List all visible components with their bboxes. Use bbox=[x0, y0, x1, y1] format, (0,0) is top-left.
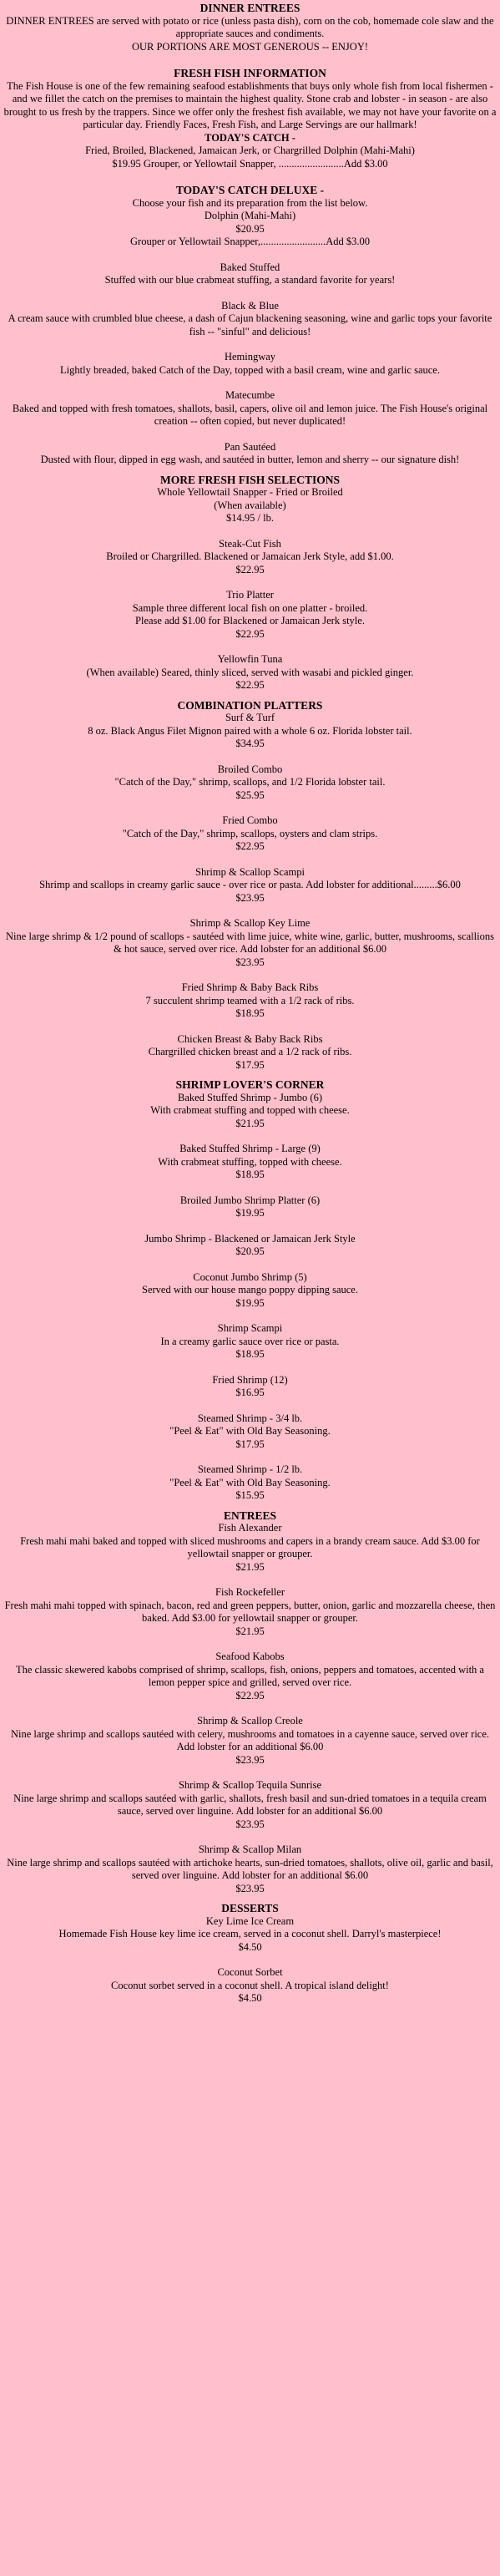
menu-item bbox=[3, 1586, 497, 1638]
item-name: Shrimp & Scallop Key Lime bbox=[189, 917, 311, 929]
menu-item bbox=[3, 1194, 497, 1220]
menu-items bbox=[3, 197, 497, 467]
item-line: Fresh mahi mahi baked and topped with sliced mushrooms and capers in a brandy cream sauce. Add $3.00 for yellowtail snapper or grouper. bbox=[20, 1534, 480, 1559]
section-title: ENTREES bbox=[223, 1509, 277, 1522]
item-name: Steamed Shrimp - 3/4 lb. bbox=[197, 1412, 303, 1424]
item-line: "Catch of the Day," shrimp, scallops, and 1/2 Florida lobster tail. bbox=[114, 776, 386, 788]
intro-line: DINNER ENTREES are served with potato or rice (unless pasta dish), corn on the cob, homemade cole slaw and the appropriate sauces and condiments. bbox=[6, 14, 494, 39]
item-line: Chargrilled chicken breast and a 1/2 rack of ribs. bbox=[148, 1046, 352, 1057]
item-name: Fried Shrimp (12) bbox=[212, 1373, 288, 1386]
item-line: $4.50 bbox=[238, 1940, 262, 1953]
item-line: Fresh mahi mahi topped with spinach, bacon, red and green peppers, butter, onion, garlic and mozzarella cheese, then baked. Add $3.00 for yellowtail snapper or grouper. bbox=[4, 1599, 496, 1624]
item-line: $18.95 bbox=[235, 1348, 265, 1360]
item-line: Dolphin (Mahi-Mahi) bbox=[204, 210, 296, 221]
item-name: Steak-Cut Fish bbox=[219, 537, 281, 550]
section-today-s-catch-deluxe bbox=[3, 184, 497, 467]
item-line: $20.95 bbox=[235, 222, 265, 235]
sub-title: TODAY'S CATCH - bbox=[205, 131, 295, 144]
item-line: $23.95 bbox=[235, 1882, 265, 1894]
section-title: MORE FRESH FISH SELECTIONS bbox=[160, 473, 340, 486]
menu-item bbox=[3, 981, 497, 1021]
item-line: 7 succulent shrimp teamed with a 1/2 rack of ribs. bbox=[145, 994, 355, 1007]
section-title: DESSERTS bbox=[221, 1902, 279, 1914]
item-line: $21.95 bbox=[235, 1560, 265, 1573]
item-name: Black & Blue bbox=[221, 299, 279, 312]
menu-item bbox=[3, 1522, 497, 1574]
menu-item bbox=[3, 1463, 497, 1503]
menu-item bbox=[3, 1715, 497, 1767]
menu-item bbox=[3, 300, 497, 339]
section-shrimp-lover-s-corner bbox=[3, 1078, 497, 1503]
menu-item bbox=[3, 1322, 497, 1362]
item-name: Baked Stuffed Shrimp - Large (9) bbox=[179, 1143, 321, 1154]
section-title: SHRIMP LOVER'S CORNER bbox=[175, 1078, 325, 1091]
section-combination-platters bbox=[3, 699, 497, 1072]
item-line: With crabmeat stuffing and topped with cheese. bbox=[150, 1104, 350, 1116]
menu-items bbox=[3, 712, 497, 1072]
item-line: The classic skewered kabobs comprised of shrimp, scallops, fish, onions, peppers and tomatoes, accented with a lemon pepper spice and grilled, served over rice. bbox=[16, 1663, 484, 1688]
menu-item bbox=[3, 197, 497, 249]
item-line: $19.95 bbox=[235, 1207, 265, 1219]
item-line: $25.95 bbox=[235, 789, 265, 801]
item-name: Fish Alexander bbox=[218, 1522, 282, 1534]
section-title: FRESH FISH INFORMATION bbox=[174, 67, 326, 79]
item-line: $21.95 bbox=[235, 1117, 265, 1129]
menu-item bbox=[3, 1966, 497, 2006]
section-fresh-fish-information bbox=[3, 67, 497, 170]
item-line: $20.95 bbox=[235, 1245, 265, 1257]
menu-item bbox=[3, 589, 497, 641]
menu-item bbox=[3, 814, 497, 854]
section-desserts bbox=[3, 1902, 497, 2006]
item-name: Steamed Shrimp - 1/2 lb. bbox=[197, 1463, 303, 1475]
item-line: "Catch of the Day," shrimp, scallops, oysters and clam strips. bbox=[122, 827, 378, 839]
item-name: Fish Rockefeller bbox=[215, 1586, 285, 1598]
item-name: Baked Stuffed bbox=[220, 261, 280, 273]
menu-item bbox=[3, 1271, 497, 1311]
menu-item bbox=[3, 1143, 497, 1182]
section-dinner-entrees bbox=[3, 2, 497, 53]
item-name: Trio Platter bbox=[226, 589, 274, 601]
item-line: $23.95 bbox=[235, 956, 265, 968]
item-line: $17.95 bbox=[235, 1058, 265, 1071]
menu-item bbox=[3, 1651, 497, 1702]
item-name: Shrimp & Scallop Tequila Sunrise bbox=[178, 1779, 322, 1791]
item-line: $18.95 bbox=[235, 1169, 265, 1180]
item-line: $15.95 bbox=[235, 1489, 265, 1501]
item-name: Shrimp Scampi bbox=[217, 1322, 283, 1334]
menu-item bbox=[3, 486, 497, 525]
item-line: $23.95 bbox=[235, 891, 265, 904]
menu-items bbox=[3, 486, 497, 692]
section-intro bbox=[3, 80, 497, 132]
item-line: $22.95 bbox=[235, 627, 265, 640]
item-line: Coconut sorbet served in a coconut shell. A tropical island delight! bbox=[111, 1979, 389, 1991]
item-name: Shrimp & Scallop Milan bbox=[198, 1843, 302, 1855]
item-line: $14.95 / lb. bbox=[226, 512, 274, 524]
item-name: Yellowfin Tuna bbox=[217, 653, 283, 665]
item-line: $23.95 bbox=[235, 1818, 265, 1830]
menu-items bbox=[3, 1522, 497, 1895]
item-name: Matecumbe bbox=[225, 389, 275, 401]
item-name: Shrimp & Scallop Creole bbox=[197, 1715, 303, 1727]
menu-item bbox=[3, 1843, 497, 1895]
item-line: Baked and topped with fresh tomatoes, shallots, basil, capers, olive oil and lemon juice. The Fish House's original creation -- often copied, but never duplicated! bbox=[12, 402, 488, 427]
menu-items bbox=[3, 1092, 497, 1503]
item-line: Lightly breaded, baked Catch of the Day, topped with a basil cream, wine and garlic sauce. bbox=[60, 363, 440, 376]
item-line: Stuffed with our blue crabmeat stuffing, a standard favorite for years! bbox=[104, 274, 396, 286]
section-entrees bbox=[3, 1509, 497, 1896]
section-intro bbox=[3, 15, 497, 54]
item-line: $4.50 bbox=[238, 1992, 262, 2004]
item-line: Nine large shrimp & 1/2 pound of scallops - sautéed with lime juice, white wine, garlic, butter, mushrooms, scallions & hot sauce, served over rice. Add lobster for an additional $6.00 bbox=[6, 930, 494, 955]
section-title: TODAY'S CATCH DELUXE - bbox=[175, 184, 325, 196]
menu-item bbox=[3, 1033, 497, 1072]
item-line: $34.95 bbox=[235, 738, 265, 749]
menu-item bbox=[3, 653, 497, 692]
item-line: (When available) bbox=[214, 499, 286, 511]
menu-item bbox=[3, 1412, 497, 1452]
item-name: Surf & Turf bbox=[225, 712, 275, 723]
item-name: Hemingway bbox=[224, 351, 276, 363]
item-line: Nine large shrimp and scallops sautéed with celery, mushrooms and tomatoes in a cayenne sauce, served over rice. Add lobster for an additional $6.00 bbox=[10, 1727, 490, 1752]
item-name: Broiled Jumbo Shrimp Platter (6) bbox=[179, 1194, 321, 1206]
menu-item bbox=[3, 538, 497, 577]
item-line: 8 oz. Black Angus Filet Mignon paired with a whole 6 oz. Florida lobster tail. bbox=[88, 724, 412, 737]
sub-line: Fried, Broiled, Blackened, Jamaican Jerk, or Chargrilled Dolphin (Mahi-Mahi) bbox=[85, 145, 415, 156]
intro-line: OUR PORTIONS ARE MOST GENEROUS -- ENJOY! bbox=[131, 40, 369, 53]
item-line: "Peel & Eat" with Old Bay Seasoning. bbox=[169, 1476, 331, 1488]
item-line: $21.95 bbox=[235, 1625, 265, 1637]
menu-item bbox=[3, 1915, 497, 1955]
item-name: Whole Yellowtail Snapper - Fried or Broiled bbox=[157, 486, 343, 498]
item-line: Nine large shrimp and scallops sautéed with artichoke hearts, sun-dried tomatoes, shallots, olive oil, garlic and basil, served over linguine. Add lobster for an additional $6.00 bbox=[7, 1856, 493, 1881]
item-line: Please add $1.00 for Blackened or Jamaican Jerk style. bbox=[135, 615, 365, 626]
menu-item bbox=[3, 389, 497, 428]
item-name: Pan Sautéed bbox=[224, 440, 276, 453]
item-name: Chicken Breast & Baby Back Ribs bbox=[177, 1032, 323, 1045]
menu-item bbox=[3, 441, 497, 467]
item-line: (When available) Seared, thinly sliced, served with wasabi and pickled ginger. bbox=[86, 666, 414, 678]
item-name: Fried Combo bbox=[222, 814, 278, 826]
item-line: Grouper or Yellowtail Snapper,.........................Add $3.00 bbox=[130, 236, 370, 247]
menu-items bbox=[3, 1915, 497, 2006]
sub-block bbox=[3, 132, 497, 171]
item-line: $22.95 bbox=[235, 1689, 265, 1701]
item-name: Broiled Combo bbox=[217, 763, 283, 775]
menu-item bbox=[3, 1779, 497, 1831]
item-line: $22.95 bbox=[235, 563, 265, 576]
item-line: $16.95 bbox=[235, 1387, 265, 1398]
sub-line: $19.95 Grouper, or Yellowtail Snapper, .........................Add $3.00 bbox=[112, 157, 388, 170]
item-name: Fried Shrimp & Baby Back Ribs bbox=[181, 981, 319, 993]
item-line: A cream sauce with crumbled blue cheese, a dash of Cajun blackening seasoning, wine and garlic tops your favorite fish -- "sinful" and delicious! bbox=[8, 312, 492, 337]
item-name: Choose your fish and its preparation from the list below. bbox=[132, 196, 368, 209]
item-line: Shrimp and scallops in creamy garlic sauce - over rice or pasta. Add lobster for additional.........$6.00 bbox=[39, 879, 461, 890]
item-name: Coconut Sorbet bbox=[217, 1966, 283, 1978]
item-line: Broiled or Chargrilled. Blackened or Jamaican Jerk Style, add $1.00. bbox=[106, 550, 394, 562]
item-name: Seafood Kabobs bbox=[215, 1651, 285, 1662]
section-more-fresh-fish-selections bbox=[3, 474, 497, 692]
item-name: Baked Stuffed Shrimp - Jumbo (6) bbox=[177, 1091, 323, 1103]
item-line: With crabmeat stuffing, topped with cheese. bbox=[158, 1155, 342, 1168]
item-line: $22.95 bbox=[235, 679, 265, 691]
intro-line: The Fish House is one of the few remaining seafood establishments that buys only whole fish from local fishermen - and we fillet the catch on the premises to maintain the highest quality. Stone crab and lobster - in season - are also brought to us fresh by the trappers. Since we offer only the freshest fish available, we may not have your favorite on a particular day. Friendly Faces, Fresh Fish, and Large Servings are our hallmark! bbox=[3, 79, 497, 130]
item-line: $22.95 bbox=[235, 840, 265, 852]
menu-item bbox=[3, 261, 497, 287]
menu-item bbox=[3, 1092, 497, 1131]
menu-item bbox=[3, 351, 497, 377]
item-name: Coconut Jumbo Shrimp (5) bbox=[193, 1270, 307, 1283]
item-line: Dusted with flour, dipped in egg wash, and sautéed in butter, lemon and sherry -- our signature dish! bbox=[40, 454, 460, 465]
item-name: Shrimp & Scallop Scampi bbox=[195, 865, 305, 878]
menu-item bbox=[3, 763, 497, 803]
item-line: Homemade Fish House key lime ice cream, served in a coconut shell. Darryl's masterpiece! bbox=[58, 1928, 442, 1940]
menu-item bbox=[3, 712, 497, 751]
item-line: Nine large shrimp and scallops sautéed with garlic, shallots, fresh basil and sun-dried tomatoes in a tequila cream sauce, served over linguine. Add lobster for an additional $6.00 bbox=[13, 1792, 487, 1817]
item-name: Key Lime Ice Cream bbox=[205, 1914, 295, 1927]
item-name: Jumbo Shrimp - Blackened or Jamaican Jerk Style bbox=[144, 1232, 356, 1245]
menu-item bbox=[3, 866, 497, 905]
item-line: In a creamy garlic sauce over rice or pasta. bbox=[160, 1335, 340, 1347]
section-title: DINNER ENTREES bbox=[199, 2, 301, 14]
item-line: $19.95 bbox=[235, 1296, 265, 1309]
menu-item bbox=[3, 1374, 497, 1400]
menu-item bbox=[3, 1233, 497, 1259]
item-line: Sample three different local fish on one platter - broiled. bbox=[132, 601, 368, 614]
item-line: $17.95 bbox=[235, 1438, 265, 1450]
section-title: COMBINATION PLATTERS bbox=[177, 698, 323, 712]
item-line: Served with our house mango poppy dipping sauce. bbox=[142, 1284, 358, 1296]
item-line: $18.95 bbox=[235, 1007, 265, 1019]
menu-item bbox=[3, 917, 497, 969]
item-line: "Peel & Eat" with Old Bay Seasoning. bbox=[169, 1425, 331, 1437]
item-line: $23.95 bbox=[235, 1753, 265, 1766]
